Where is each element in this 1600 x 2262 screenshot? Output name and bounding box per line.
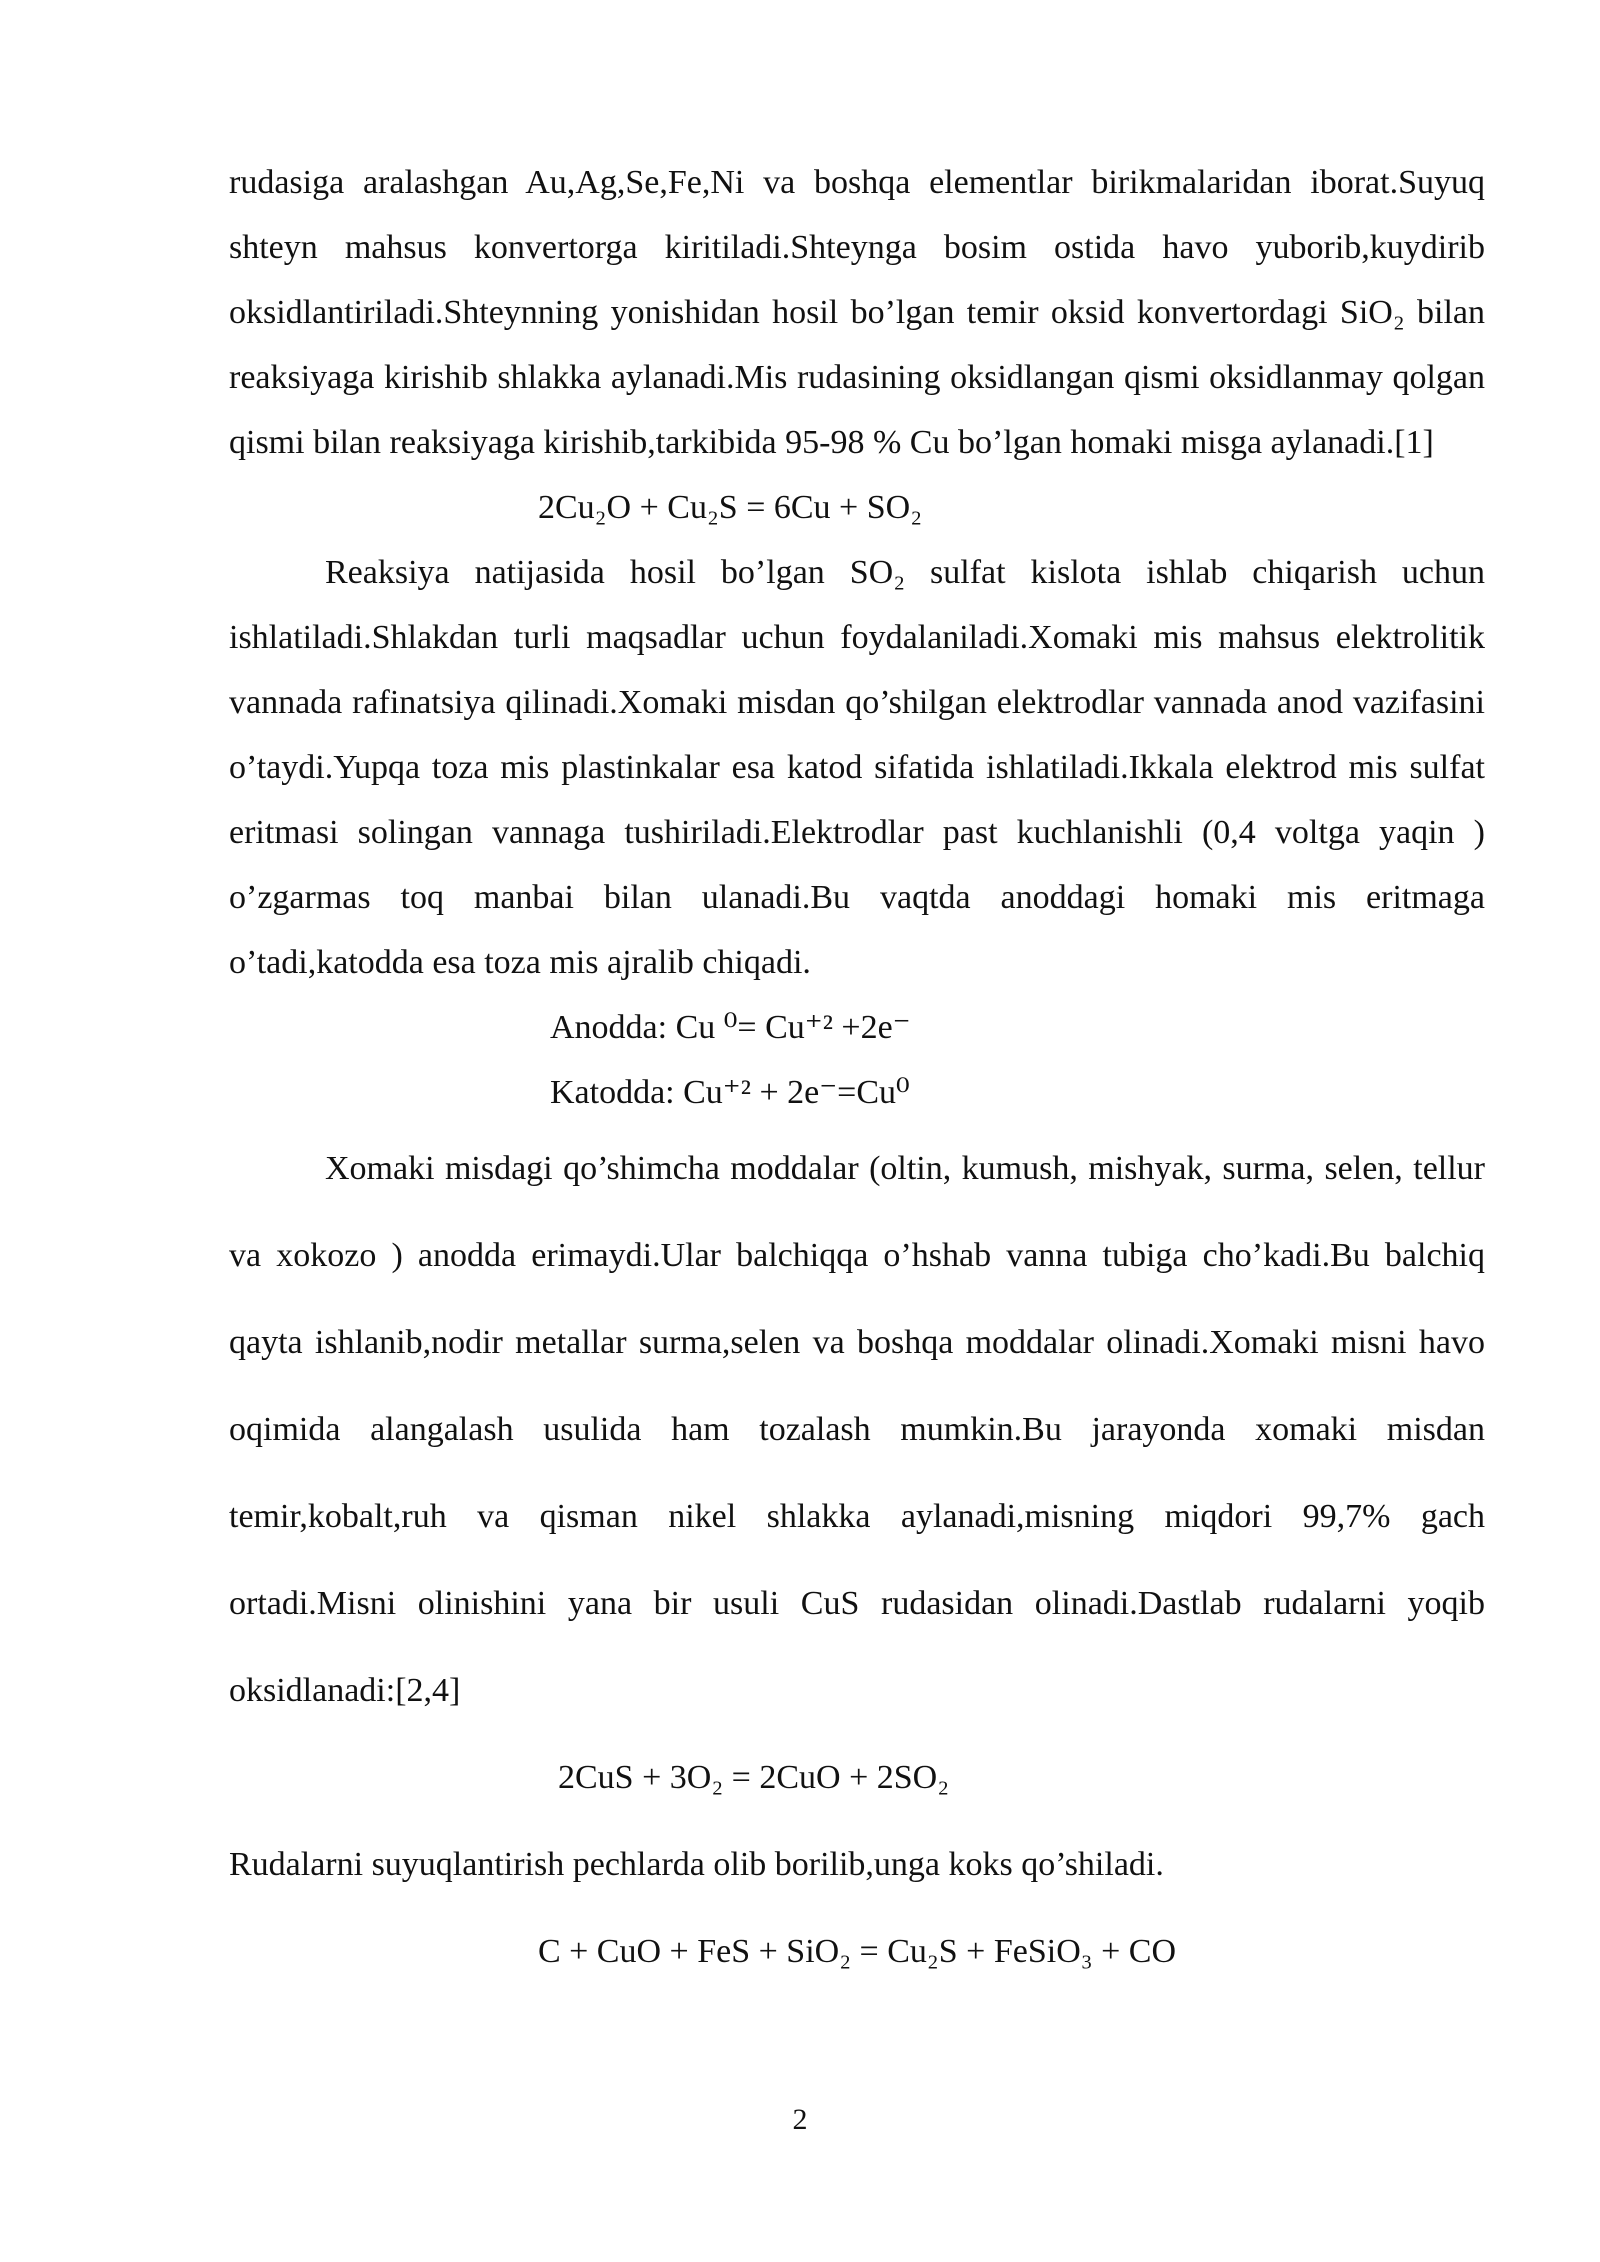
page-number: 2 (792, 2103, 808, 2136)
equation-smelting: C + CuO + FeS + SiO₂ = Cu₂S + FeSiO₃ + CO (537, 1933, 1177, 1970)
equation-copper-oxide-sulfide: 2Cu₂O + Cu₂S = 6Cu + SO₂ (538, 489, 923, 526)
equation-cathode: Katodda: Cu⁺² + 2e⁻=Cu⁰ (550, 1074, 910, 1111)
paragraph-3: Xomaki misdagi qo’shimcha moddalar (oltin, kumush, mishyak, surma, selen, tellur va xokozo ) anodda erimaydi.Ular balchiqqa o’hshab vanna tubiga cho’kadi.Bu balchiq qayta ishlanib,nodir metallar surma,selen va boshqa moddalar olinadi.Xomaki misni havo oqimida alangalash usulida ham tozalash mumkin.Bu jarayonda xomaki misdan temir,kobalt,ruh va qisman nikel shlakka aylanadi,misning miqdori 99,7% gach ortadi.Misni olinishini yana bir usuli CuS rudasidan olinadi.Dastlab rudalarni yoqib oksidlanadi:[2,4] (229, 1150, 1485, 1709)
paragraph-4: Rudalarni suyuqlantirish pechlarda olib borilib,unga koks qo’shiladi. (229, 1846, 1164, 1883)
equation-copper-sulfide-oxidation: 2CuS + 3O₂ = 2CuO + 2SO₂ (558, 1759, 950, 1796)
equation-anode: Anodda: Cu ⁰= Cu⁺² +2e⁻ (550, 1009, 911, 1046)
paragraph-2: Reaksiya natijasida hosil bo’lgan SO₂ sulfat kislota ishlab chiqarish uchun ishlatiladi.Shlakdan turli maqsadlar uchun foydalaniladi.Xomaki mis mahsus elektrolitik vannada rafinatsiya qilinadi.Xomaki misdan qo’shilgan elektrodlar vannada anod vazifasini o’taydi.Yupqa toza mis plastinkalar esa katod sifatida ishlatiladi.Ikkala elektrod mis sulfat eritmasi solingan vannaga tushiriladi.Elektrodlar past kuchlanishli (0,4 voltga yaqin ) o’zgarmas toq manbai bilan ulanadi.Bu vaqtda anoddagi homaki mis eritmaga o’tadi,katodda esa toza mis ajralib chiqadi. (229, 554, 1485, 981)
page-content (229, 150, 1485, 1995)
paragraph-1: rudasiga aralashgan Au,Ag,Se,Fe,Ni va boshqa elementlar birikmalaridan iborat.Suyuq shteyn mahsus konvertorga kiritiladi.Shteynga bosim ostida havo yuborib,kuydirib oksidlantiriladi.Shteynning yonishidan hosil bo’lgan temir oksid konvertordagi SiO₂ bilan reaksiyaga kirishib shlakka aylanadi.Mis rudasining oksidlangan qismi oksidlanmay qolgan qismi bilan reaksiyaga kirishib,tarkibida 95-98 % Cu bo’lgan homaki misga aylanadi.[1] (229, 164, 1485, 461)
